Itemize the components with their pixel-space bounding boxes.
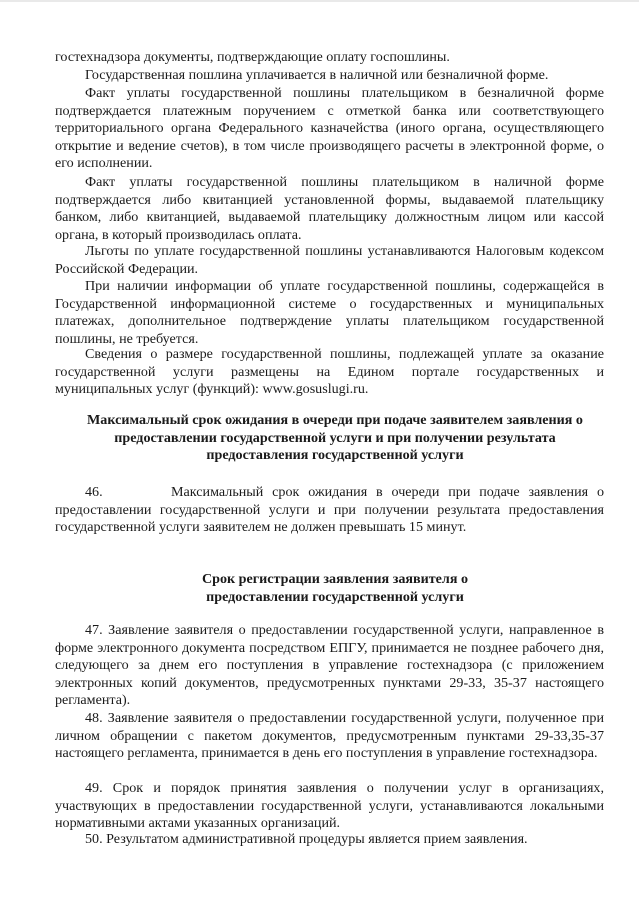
- paragraph-payment-form: Государственная пошлина уплачивается в наличной или безналичной форме.: [85, 67, 549, 83]
- paragraph-46: [55, 484, 604, 537]
- clause-text-46: Максимальный срок ожидания в очереди при подаче заявления о предоставлении государственной услуги и при получении результата предоставления государственной услуги заявителем не должен превышать 15 минут.: [55, 484, 604, 536]
- paragraph-49: 49. Срок и порядок принятия заявления о получении услуг в организациях, участвующих в предоставлении государственной услуги, устанавливаются локальными нормативными актами указанных организаций.: [55, 780, 604, 832]
- paragraph-50: 50. Результатом административной процедуры является прием заявления.: [85, 831, 528, 847]
- clause-number-46: 46.: [85, 484, 103, 500]
- paragraph-48: 48. Заявление заявителя о предоставлении государственной услуги, полученное при личном обращении с пакетом документов, предусмотренным пунктами 29-33,35-37 настоящего регламента, принимается в день его поступления в управление гостехнадзора.: [55, 710, 604, 762]
- paragraph-47: 47. Заявление заявителя о предоставлении государственной услуги, направленное в форме электронного документа посредством ЕПГУ, принимается не позднее рабочего дня, следующего за днем его поступления в управление гостехнадзора (с приложением электронных копий документов, предусмотренных пунктами 29-33, 35-37 настоящего регламента).: [55, 622, 604, 709]
- paragraph-cash-proof: Факт уплаты государственной пошлины плательщиком в наличной форме подтверждается либо квитанцией установленной формы, выдаваемой плательщику банком, либо квитанцией, выдаваемой плательщику должностным лицом или кассой органа, в который производилась оплата.: [55, 174, 604, 243]
- paragraph-fee-info: Сведения о размере государственной пошлины, подлежащей уплате за оказание государственной услуги размещены на Едином портале государственных и муниципальных услуг (функций): www.gosuslugi.ru.: [55, 346, 604, 398]
- paragraph-benefits: Льготы по уплате государственной пошлины устанавливаются Налоговым кодексом Российской Федерации.: [55, 243, 604, 277]
- paragraph-gis-gmp: При наличии информации об уплате государственной пошлины, содержащейся в Государственной информационной системе о государственных и муниципальных платежах, дополнительное подтверждение уплаты плательщиком государственной пошлины, не требуется.: [55, 278, 604, 347]
- paragraph-continuation: гостехнадзора документы, подтверждающие оплату госпошлины.: [55, 49, 450, 65]
- scan-edge: [0, 0, 639, 2]
- paragraph-noncash-proof: Факт уплаты государственной пошлины плательщиком в безналичной форме подтверждается платежным поручением с отметкой банка или соответствующего территориального органа Федерального казначейства (иного органа, осуществляющего открытие и ведение счетов), в том числе производящего расчеты в электронной форме, о его исполнении.: [55, 85, 604, 172]
- heading-queue-time: Максимальный срок ожидания в очереди при подаче заявителем заявления о предоставлении государственной услуги и при получении результата предоставления государственной услуги: [87, 412, 583, 464]
- heading-registration-time: Срок регистрации заявления заявителя о предоставлении государственной услуги: [201, 571, 469, 605]
